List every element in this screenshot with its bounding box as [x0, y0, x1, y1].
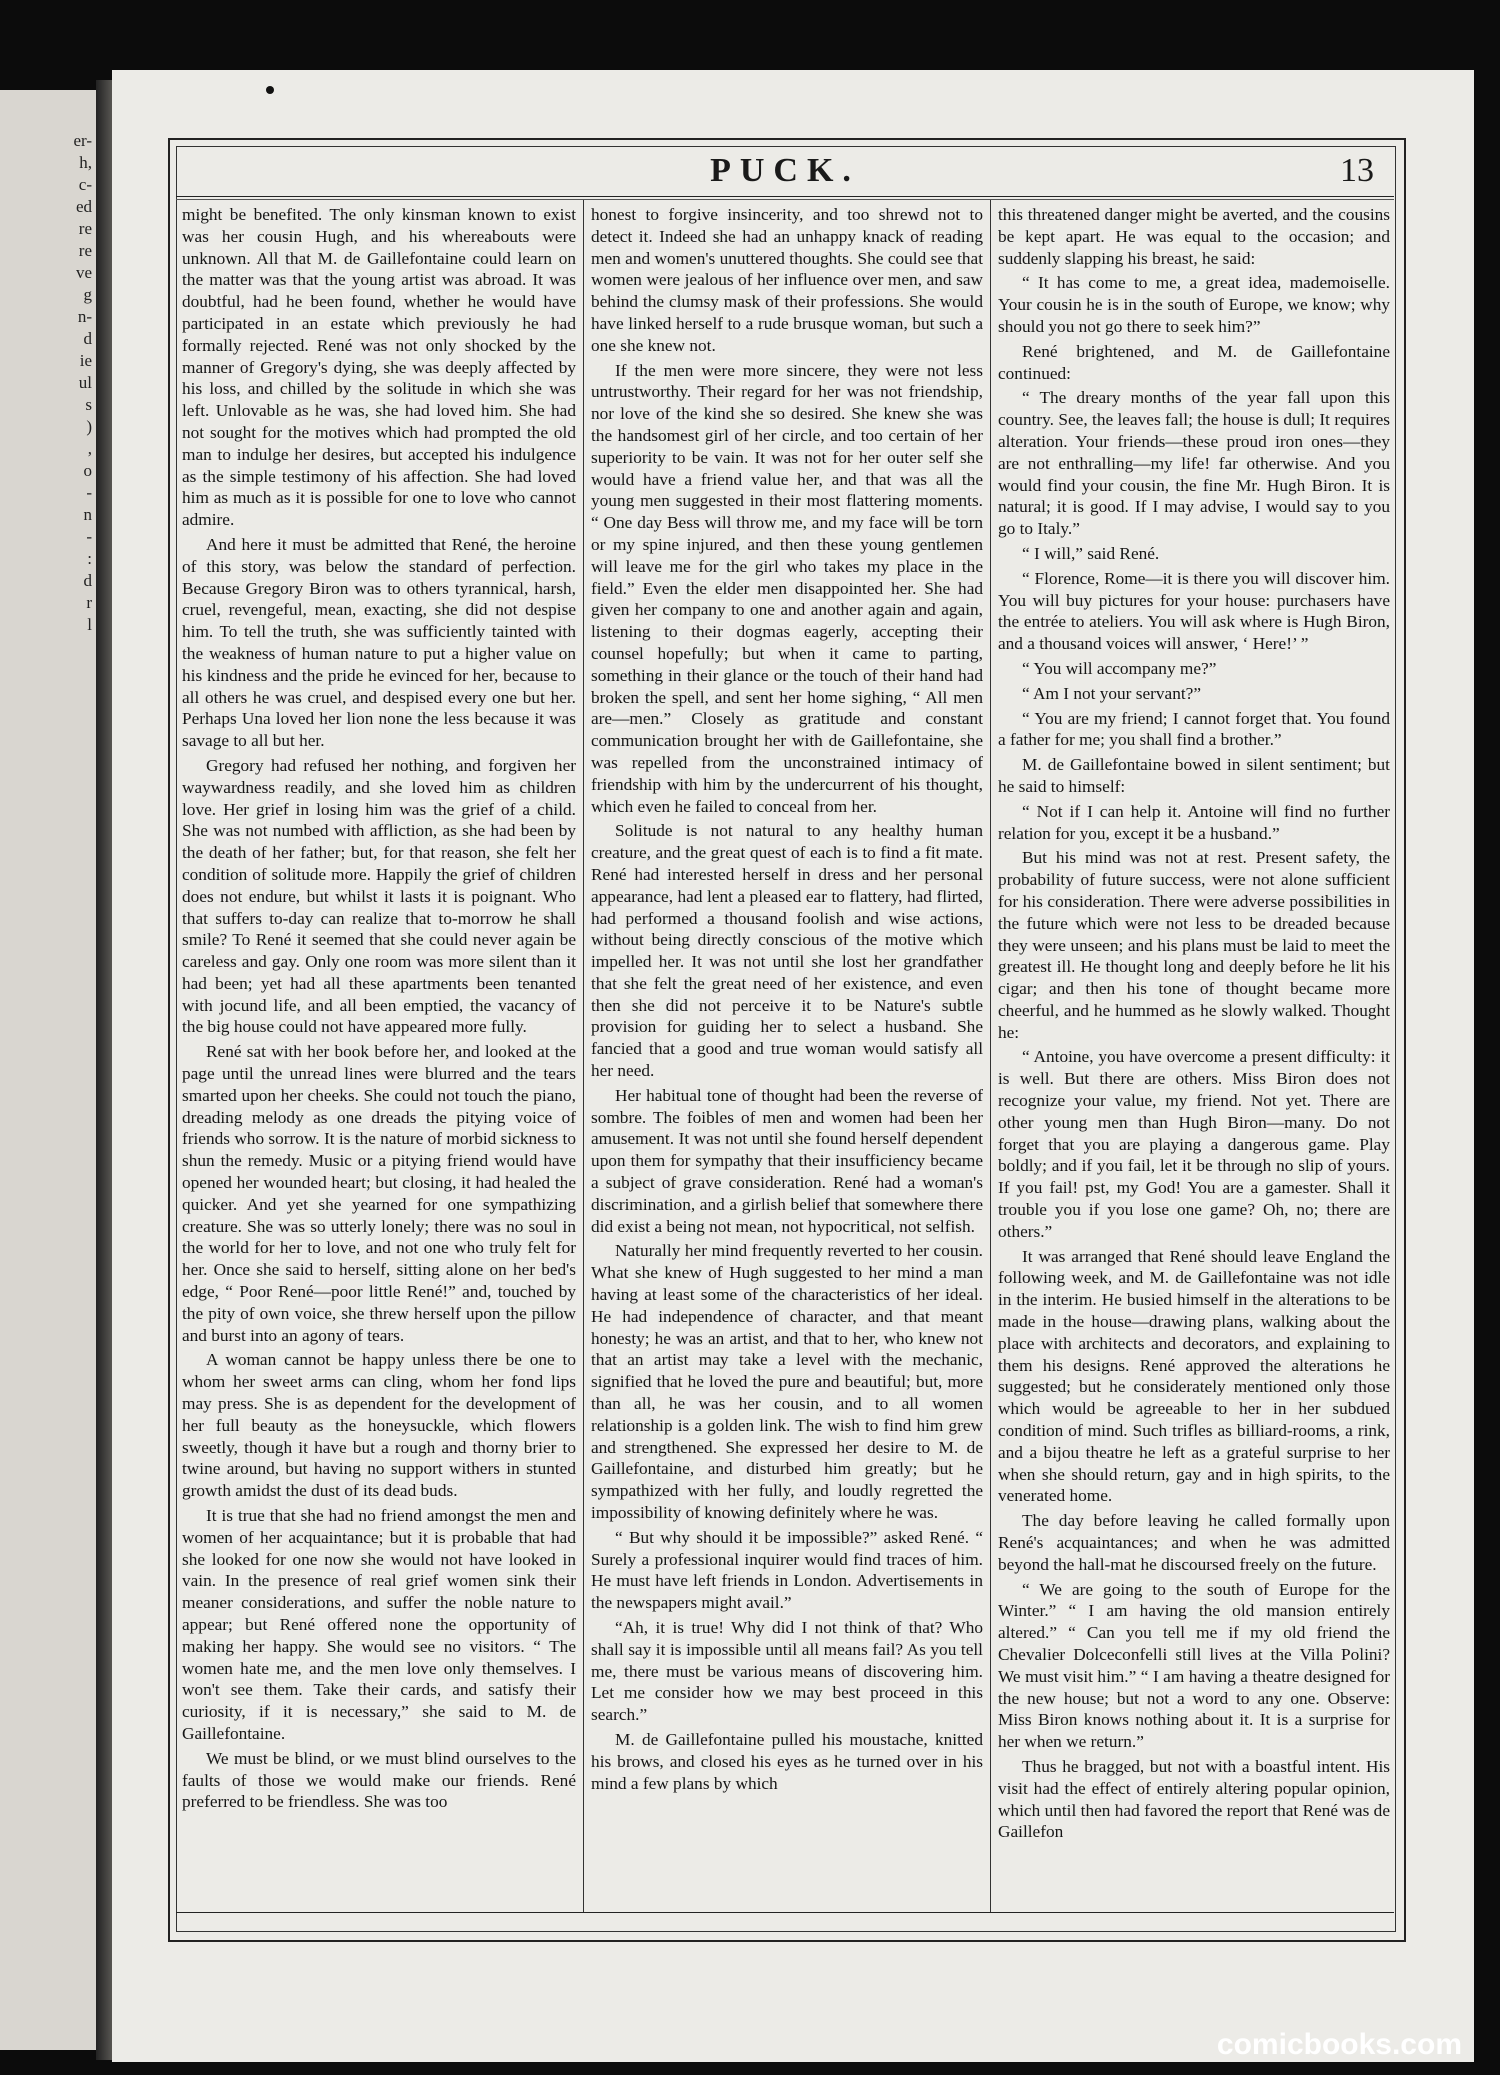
masthead-rule: [176, 196, 1394, 197]
paragraph: “ The dreary months of the year fall upon this country. See, the leaves fall; the house is dull; It requires alteration. Your friends—these proud iron ones—they are not enthralling—my life! far otherwise. And you would find your cousin, the fine Mr. Hugh Biron. It is natural; it is good. If I may advise, I would say to you go to Italy.”: [998, 388, 1390, 539]
fragment: h,: [79, 153, 92, 172]
fragment: -: [86, 527, 92, 546]
paragraph: “ Antoine, you have overcome a present difficulty: it is well. But there are others. Miss Biron does not recognize your value, my friend. Not yet. There are other young men than Hugh Biron—many. Do not forget that you are playing a dangerous game. Play boldly; and if you fail, let it be through no slip of yours. If you fail! pst, my God! You are a gamester. Shall it trouble you if you lose one game? Oh, no; there are others.”: [998, 1047, 1390, 1241]
fragment: -: [86, 483, 92, 502]
masthead-rule-thin: [176, 199, 1394, 200]
paragraph: “Ah, it is true! Why did I not think of that? Who shall say it is impossible until all means fail? As you tell me, there must be various means of discovering him. Let me consider how we may best proceed in this search.”: [591, 1618, 983, 1725]
paragraph: Naturally her mind frequently reverted to her cousin. What she knew of Hugh suggested to her mind a man having at least some of the characteristics of her ideal. He had independence of character, and that meant honesty; he was an artist, and that to her, who knew not that an artist may take a level with the mechanic, signified that he loved the pure and beautiful; but, more than all, he was her cousin, and to all women relationship is a golden link. The wish to find him grew and strengthened. She expressed her desire to M. de Gaillefontaine, and disturbed him greatly; but he sympathized with her fully, and loudly regretted the impossibility of knowing definitely where he was.: [591, 1241, 983, 1523]
paragraph: “ But why should it be impossible?” asked René. “ Surely a professional inquirer would find traces of him. He must have left friends in London. Advertisements in the newspapers might avail.”: [591, 1527, 983, 1613]
paragraph: “ I will,” said René.: [1022, 543, 1160, 563]
fragment: ie: [79, 351, 92, 370]
paragraph: Thus he bragged, but not with a boastful intent. His visit had the effect of entirely altering popular opinion, which until then had favored the report that René was de Gaillefon: [998, 1756, 1390, 1842]
paragraph: “ Am I not your servant?”: [1022, 683, 1201, 703]
page-title: PUCK.: [710, 152, 860, 189]
scan-speck: [266, 86, 274, 94]
fragment: re: [78, 241, 92, 260]
fragment: d: [83, 571, 92, 590]
article-column-1: [182, 204, 576, 1904]
paragraph: “ We are going to the south of Europe for the Winter.” “ I am having the old mansion entirely altered.” “ Can you tell me if my old friend the Chevalier Dolceconfelli still lives at the Villa Polini? We must visit him.” “ I am having a theatre designed for the new house; but not a word to any one. Observe: Miss Biron knows nothing about it. It is a surprise for her when we return.”: [998, 1579, 1390, 1752]
article-column-2: [591, 204, 983, 1904]
fragment: s: [85, 395, 92, 414]
fragment: d: [83, 329, 92, 348]
masthead: [176, 150, 1394, 194]
paragraph: M. de Gaillefontaine pulled his moustache, knitted his brows, and closed his eyes as he turned over in his mind a few plans by which: [591, 1729, 983, 1793]
fragment: re: [78, 219, 92, 238]
column-divider-left: [583, 200, 584, 1912]
fragment: l: [87, 615, 92, 634]
paragraph: Solitude is not natural to any healthy human creature, and the great quest of each is to find a fit mate. René had interested herself in dress and her personal appearance, had lent a pleased ear to flattery, had flirted, had performed a thousand foolish and wise actions, without being directly conscious of the motive which impelled her. It was not until she lost her grandfather that she felt the great need of her existence, and even then she did not perceive it to be Nature's subtle provision for guiding her to select a husband. She fancied that a good and true woman would satisfy all her need.: [591, 821, 983, 1081]
paragraph: “ You are my friend; I cannot forget that. You found a father for me; you shall find a brother.”: [998, 708, 1390, 750]
fragment: er-: [73, 131, 92, 150]
fragment: ul: [78, 373, 92, 392]
paragraph: “ Florence, Rome—it is there you will discover him. You will buy pictures for your house: purchasers have the entrée to ateliers. You will ask where is Hugh Biron, and a thousand voices will answer, ‘ Here!’ ”: [998, 568, 1390, 654]
paragraph: this threatened danger might be averted, and the cousins be kept apart. He was equal to the occasion; and suddenly slapping his breast, he said:: [998, 205, 1390, 268]
paragraph: A woman cannot be happy unless there be one to whom her sweet arms can cling, whom her fond lips may press. She is as dependent for the development of her full beauty as the honeysuckle, which flowers sweetly, though it have but a rough and thorny brier to twine around, but having no support withers in stunted growth amidst the dust of its dead buds.: [182, 1350, 576, 1501]
fragment: c-: [78, 175, 92, 194]
paragraph: The day before leaving he called formally upon René's acquaintances; and when he was admitted beyond the hall-mat he discoursed freely on the future.: [998, 1511, 1390, 1574]
fragment: r: [86, 593, 92, 612]
fragment: g: [83, 285, 92, 304]
fragment: ve: [75, 263, 92, 282]
paragraph: “ It has come to me, a great idea, mademoiselle. Your cousin he is in the south of Europe, we know; why should you not go there to seek him?”: [998, 273, 1390, 336]
fragment: ed: [75, 197, 92, 216]
article-column-3: [998, 204, 1390, 1904]
facing-page-fragments: [2, 130, 92, 636]
paragraph: It is true that she had no friend amongst the men and women of her acquaintance; but it is probable that had she looked for one now she would not have looked in vain. In the presence of real grief women sink their meaner considerations, and suffer the noble nature to appear; but René offered none the opportunity of making her happy. She would see no visitors. “ The women hate me, and the men love only themselves. I won't see them. Take their cards, and satisfy their curiosity, if it is necessary,” she said to M. de Gaillefontaine.: [182, 1506, 576, 1743]
fragment: n-: [77, 307, 92, 326]
column-divider-right: [990, 200, 991, 1912]
paragraph: “ Not if I can help it. Antoine will find no further relation for you, except it be a husband.”: [998, 801, 1390, 843]
fragment: :: [87, 549, 92, 568]
paragraph: M. de Gaillefontaine bowed in silent sentiment; but he said to himself:: [998, 755, 1390, 796]
fragment: n: [83, 505, 92, 524]
footer-rule: [176, 1912, 1394, 1913]
paragraph: might be benefited. The only kinsman known to exist was her cousin Hugh, and his whereabouts were unknown. All that M. de Gaillefontaine could learn on the matter was that the young artist was abroad. It was doubtful, had he been found, whether he would have participated in an estate which previously he had formally rejected. René was not only shocked by the manner of Gregory's dying, she was deeply affected by his loss, and chilled by the solitude in which she was left. Unlovable as he was, she had loved him. She had not sought for the motives which had prompted the old man to indulge her desires, but accepted his indulgence as the simple testimony of his affection. She had loved him as much as it is possible for one to love who cannot admire.: [182, 205, 576, 530]
fragment: ): [86, 417, 92, 436]
paragraph: honest to forgive insincerity, and too shrewd not to detect it. Indeed she had an unhappy knack of reading men and women's unuttered thoughts. She could see that women were jealous of her influence over men, and saw behind the clumsy mask of their professions. She would have linked herself to a rude brusque woman, but such a one she knew not.: [591, 205, 983, 355]
paragraph: And here it must be admitted that René, the heroine of this story, was below the standard of perfection. Because Gregory Biron was to others tyrannical, harsh, cruel, revengeful, mean, exacting, she did not despise him. To tell the truth, she was sufficiently tainted with the weakness of human nature to put a higher value on his kindness and the pride he evinced for her, because to all others he was cruel, and despised every one but her. Perhaps Una loved her lion none the less because it was savage to all but her.: [182, 534, 576, 751]
paragraph: René sat with her book before her, and looked at the page until the unread lines were blurred and the tears smarted upon her cheeks. She could not touch the piano, dreading melody as one dreads the pitying voice of friends who sorrow. It is the nature of morbid sickness to shun the remedy. Music or a pitying friend would have opened her wounded heart; but closing, it had healed the quicker. And yet she yearned for one sympathizing creature. She was so utterly lonely; there was no soul in the world for her to love, and not one who truly felt for her. Once she said to herself, sitting alone on her bed's edge, “ Poor René—poor little René!” and, touched by the pity of own voice, she threw herself upon the pillow and burst into an agony of tears.: [182, 1042, 576, 1345]
paragraph: Her habitual tone of thought had been the reverse of sombre. The foibles of men and women had been her amusement. It was not until she found herself dependent upon them for sympathy that their insufficiency became a subject of grave consideration. René had a woman's discrimination, and a girlish belief that somewhere there did exist a being not mean, not hypocritical, not selfish.: [591, 1085, 983, 1236]
fragment: ,: [87, 439, 92, 458]
paragraph: We must be blind, or we must blind ourselves to the faults of those we would make our friends. René preferred to be friendless. She was too: [182, 1748, 576, 1812]
paragraph: If the men were more sincere, they were not less untrustworthy. Their regard for her was not friendship, nor love of the kind she so desired. She knew she was the handsomest girl of her circle, and too certain of her superiority to be vain. It was not for her outer self she would have a friend value her, and that was all the young men suggested in their most flattering moments. “ One day Bess will throw me, and my face will be torn or my spine injured, and then these young gentlemen will leave me for the girl who takes my place in the field.” Even the elder men disappointed her. She had given her company to one and another again and again, listening to their dogmas eagerly, accepting their counsel hopefully; but when it came to parting, something in their glance or the touch of their hand had broken the spell, and sent her home sighing, “ All men are—men.” Closely as gratitude and constant communication brought her with de Gaillefontaine, she was repelled from the unconstrained intimacy of friendship with him by the undercurrent of his thought, which even he failed to conceal from her.: [591, 360, 983, 816]
site-watermark: comicbooks.com: [1216, 2028, 1462, 2061]
page-number: 13: [1340, 152, 1374, 189]
paragraph: Gregory had refused her nothing, and forgiven her waywardness readily, and she loved him as children love. Her grief in losing him was the grief of a child. She was not numbed with affliction, as she had been by the death of her father; but, for that reason, she felt her condition of solitude more. Happily the grief of children does not endure, but whilst it lasts it is poignant. Who that suffers to-day can realize that to-morrow he shall smile? To René it seemed that she could never again be careless and gay. Only one room was more silent than it had been; yet had all these apartments been tenanted with jocund life, and all been emptied, the vacancy of the big house could not have appeared more fully.: [182, 755, 576, 1037]
paragraph: “ You will accompany me?”: [1022, 658, 1217, 678]
paragraph: But his mind was not at rest. Present safety, the probability of future success, were not alone sufficient for his consideration. There were adverse possibilities in the future which were not less to be dreaded because they were unseen; and his plans must be laid to meet the greatest ill. He thought long and deeply before he lit his cigar; and then his tone of thought became more cheerful, and he hummed as he slowly walked. Thought he:: [998, 848, 1390, 1042]
facing-page-edge: [0, 90, 96, 2050]
paragraph: It was arranged that René should leave England the following week, and M. de Gaillefontaine was not idle in the interim. He busied himself in the alterations to be made in the house—drawing plans, walking about the place with architects and decorators, and explaining to them his designs. René approved the alterations he suggested; but he considerately mentioned only those which would be agreeable to her in her subdued condition of mind. Such trifles as billiard-rooms, a rink, and a bijou theatre he left as a grateful surprise to her when she should return, gay and in high spirits, to the venerated home.: [998, 1246, 1390, 1506]
paragraph: René brightened, and M. de Gaillefontaine continued:: [998, 341, 1390, 383]
fragment: o: [83, 461, 92, 480]
